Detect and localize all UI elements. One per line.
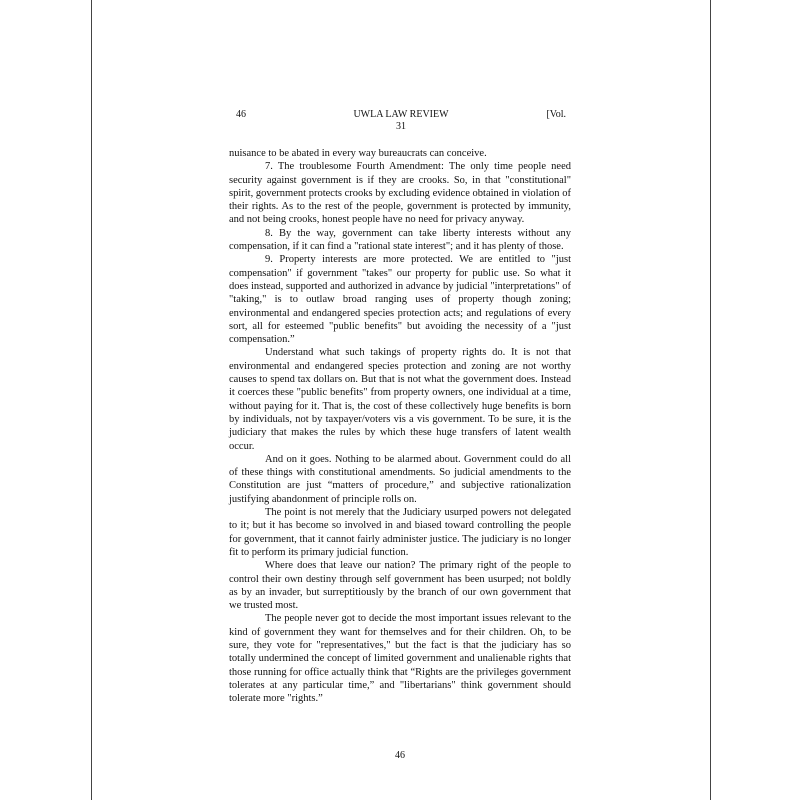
article-body — [229, 147, 571, 705]
paragraph-property-interests: 9. Property interests are more protected. We are entitled to "just compensation" if government "takes" our property for public use. So what it does instead, supported and authorized in advance by judicial "interpretations" of "taking," is to outlaw broad ranging uses of property though zoning; environmental and endangered species protection acts; and regulations of every sort, all for esteemed "public benefits" but avoiding the necessity of a "just compensation.” — [229, 254, 571, 346]
paragraph-fourth-amendment: 7. The troublesome Fourth Amendment: The only time people need security against government is if they are crooks. So, in that "constitutional" spirit, government protects crooks by excluding evidence obtained in violation of their rights. As to the rest of the people, government is protected by immunity, and not being crooks, honest people have no need for privacy anyway. — [229, 161, 571, 226]
paragraph-liberty-interests: 8. By the way, government can take liberty interests without any compensation, if it can find a "rational state interest"; and it has plenty of those. — [229, 227, 571, 253]
journal-title: UWLA LAW REVIEW — [353, 109, 449, 120]
footer-page-number: 46 — [395, 750, 405, 761]
paragraph-takings: Understand what such takings of property rights do. It is not that environmental and endangered species protection and zoning are not worthy causes to spend tax dollars on. But that is not what the government does. Instead it coerces these "public benefits" from property owners, one individual at a time, without paying for it. That is, the cost of these collectively huge benefits is born by individuals, not by taxpayer/voters vis a vis government. To be sure, it is the judiciary that makes the rules by which these huge transfers of latent wealth occur. — [229, 347, 571, 452]
header-page-number: 46 — [236, 109, 246, 120]
paragraph-judiciary-usurped: The point is not merely that the Judiciary usurped powers not delegated to it; but it has become so involved in and biased toward controlling the people for government, that it cannot fairly administer justice. The judiciary is no longer fit to perform its primary judicial function. — [229, 507, 571, 558]
volume-number: 31 — [396, 121, 406, 132]
volume-label: [Vol. — [546, 109, 566, 120]
paragraph-our-nation: Where does that leave our nation? The primary right of the people to control their own destiny through self government has been usurped; not boldly as by an invader, but surreptitiously by the branch of our own government that we trusted most. — [229, 560, 571, 612]
paragraph-on-it-goes: And on it goes. Nothing to be alarmed about. Government could do all of these things with constitutional amendments. So judicial amendments to the Constitution are just “matters of procedure,” and subjective rationalization justifying abandonment of principle rolls on. — [229, 453, 571, 505]
paragraph-people-never-decided: The people never got to decide the most important issues relevant to the kind of government they want for themselves and for their children. Oh, to be sure, they vote for "representatives," but the fact is that the judiciary has so totally undermined the concept of limited government and unalienable rights that those running for office actually think that “Rights are the privileges government tolerates at any particular time,” and "libertarians" think government should tolerate more "rights.” — [229, 613, 571, 705]
paragraph-continued: nuisance to be abated in every way bureaucrats can conceive. — [229, 148, 487, 159]
